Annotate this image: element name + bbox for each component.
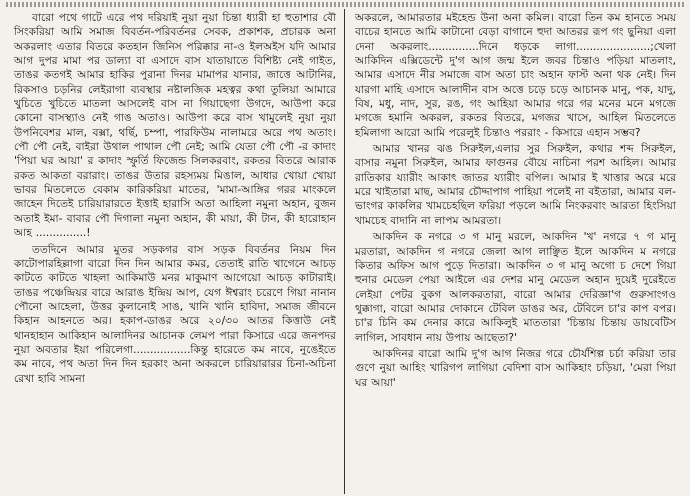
left-column [6,9,345,494]
left-paragraph-1: বারো পথে গাটে এরে পথ দরিয়াই নুয়া নুয়া চিন্তা ধ্যারী হা হুতাশার বৌ সিংকরিয়া আমি সমাজ বিবর্তন-পরিবর্তনর সেবক, প্রকাশক, প্রচারক অনা অকরলাং এতার বিতরে কতহান জিনিস পরিক্কার না-ও ইলঅইস যদি আমার আগ দুপর মামা পর ডাল্যা বা এসাদে বাস যাতায়াতে বিশিষ্ট্য নেই গাইত, তাঙর কতগই আমার হাকির পুরানা দিনর মামাপর যানার, জাত্তে আটানির, রিকসাও চড়নির লেইরাগা ব্যবস্থার নষ্টালজিক মহত্বর কথা তুলিয়া আমারে খুচিতে খুচিতে মাতলা আসলেই বাস না গিয়াছেগা উগদে, আউপা করে কোনো বাসস্থ্যাও নেই গাঙ অতাও। আউপা করে বাস খামুলেই নুয়া নুয়া উপনিবেশর মাল, বক্সা, থর্ছি, চম্পা, পারফিউম নালামরে অরে পথ অতাং। পৌ পৌ নেই, বাইরা উথাল পাথাল পৌ নেই; আমি যেতা পৌ পৌ -র কাদাং 'পিয়া ঘর আয়া' র কাদাং স্ফুর্তি ফিজেন্ড সিলকরবাং, রকতর বিতরে আরাক রকত আকতা বরারাং। তাঙর উতার রহস্যময় মিঙাল, আধার খোয়া খোয়া ভাবর মিতলেতে বেকাম কারিকরিয়া মাতের, 'মামা-আঙ্গির গরর মাংকলে জাহেন দিতেই চারিয়ারারতে ইত্তাই হারাসি অতা আহিলা নমুনা অহান, বুজন অতাই ইমা- বাবার পৌ দিগালা নমুনা অহান, কী মায়া, কী টান, কী হারোহান আহ ...............! [14,12,336,240]
right-paragraph-4: আকদিনর বারো আমি দু'গ আগ নিজর গরে চৌর্যশিল্প চর্চা করিয়া তার গুণে নুয়া আহিং খারিগপ লাগিয়া বেদিশা বাস আকিহাং চড়িয়া, 'মেরা পিয়া ঘর আয়া' [355,347,676,389]
article-columns [6,9,684,494]
top-border-rule [6,2,684,7]
left-paragraph-2: ততদিনে আমার মুতর সড়কগর বাস সড়ক বিবর্তনর নিয়ম দিন কাটোপারহিল্লাগা বারো দিন দিন আমার কমর, তেতাই রাতি খাগেনে আচড় কাটতে কাটতে খাহলা আকিমাউ মনর মাকুমাণ আগেয়ো আচড় কাটারাই। তাঙর পঞ্চেন্দ্রিয়র বারে আরাঙ ইন্দ্রিয় আপ, যেগ ঈশ্বরাং চরেণে গিয়া নানান পৌনো আহেলা, উত্তর কুলানোই সাঙ, খানি খানি হাবিদা, সমাজ জীবনে কিহান আহনতে অর। হকাপ-ডাঙর অরে ২০/৩০ আতর কিত্তাউ নেই থানহাহান আকিহান আলাদিনর আচানক লেমপ পারা কিসারে এরে জনপদর নুয়া অবতার ইয়া পরিলেগা.................কিন্তু হারেতে কম নাবে, নুঙেইতে কম নাবে, পথ অতা দিন দিন হরকাং অনা অকরলে চারিয়ারারর চিনা-অচিনা রেখা হাবি সামনা [14,243,336,385]
right-column [345,9,684,494]
right-paragraph-1: অকরলে, আমারতার মইহেন্ড উনা অনা কমিল। বারো তিন কম হানতে সময় বাচের হানতে আমি কাটানো বেড়া বাগানে হুদা আতরর রূপ গং ছুনিয়া এলা দেনা অকরলাং...............দিনে ধড়কে লাগা......................;খেলা আকিদিন এক্সিডেন্টে দু'গ আগ জন্ম ইলে জবর চিন্তাও পড়িয়া মাতলাং, আমার এসাদে নীর সমাজে বাস অতা চাং অহান ফাস্ট অনা থক নেই। দিন যারগা মাহি এসাদে আলাদীন বাস অত্তে চড়ে চড়ে আচানক মানু, পক, যাদু, বিষ, মধু, নাদ, সুর, রঙ, গং আহিয়া আমার গরে গর মনের মনে মগজে মগজে হমানি অকরল, রকতর বিতরে, মগজর খাসে, আহিল মিতলেতে হমিলাগা আরো আমি পরেলুই চিন্তাও পররাং - কিসারে এহান সম্ভব? [355,12,676,139]
right-paragraph-2: আমার খানর ঝঙ সিরুইল,এলার সুর সিরুইল, কথার শব্দ সিরুইল, বাসার নমুনা সিরুইল, আমার ফাগুনর বৌয়ে নাচিনা পরশ আহিল। আমার রাতিকার য্যারীং আকাৎ জাতর য্যারীং বপিল। আমার ই খাত্তার অরে মরে মরে খাইতারা মাছ, আমার চৌদ্দাপাগ পাহিয়া পলেই না বইতারা, আমার বল-ভাংগর কাকলির খামচেহছিল ফরিয়া পড়লে আমি নিংকরবাং আরতা হিংসিয়া খামচেহ বাদানি না লাপম আমরতা। [355,143,676,227]
right-paragraph-3: আকদিন ক নগরে ৩ গ মানু মরলে, আকদিন 'খ' নগরে ৭ গ মানু মরতারা, আকদিন গ নগরে জেলা আগ লাঞ্ছিত ইলে আকদিন ম নগরে কিতার অফিস আগ পুড়ে দিতারা। আকদিন ৩ গ মানু অগো চ দেশে গিয়া হুনার মেডেল পেয়া আইলে এর দেশর মানু মেডেল অহান দুয়েই দুরেইতে লেইয়া পেটর বুকগ আলকরতারা, বারো আমার দেরিজ্ঞা'গ গুরুসাংগও থুক্কাগা, বারো আমার দোকানে টেবিল ডাঙর অর, টেবিলে চা'র কাপ বপর। চা'র চিনি কম দেনার কারে আকিলুই মাততারা 'চিন্তায় চিন্তায় ডায়বেটিস লাগিল, সাবধান নায় উপায় আছেতা?' [355,231,676,344]
